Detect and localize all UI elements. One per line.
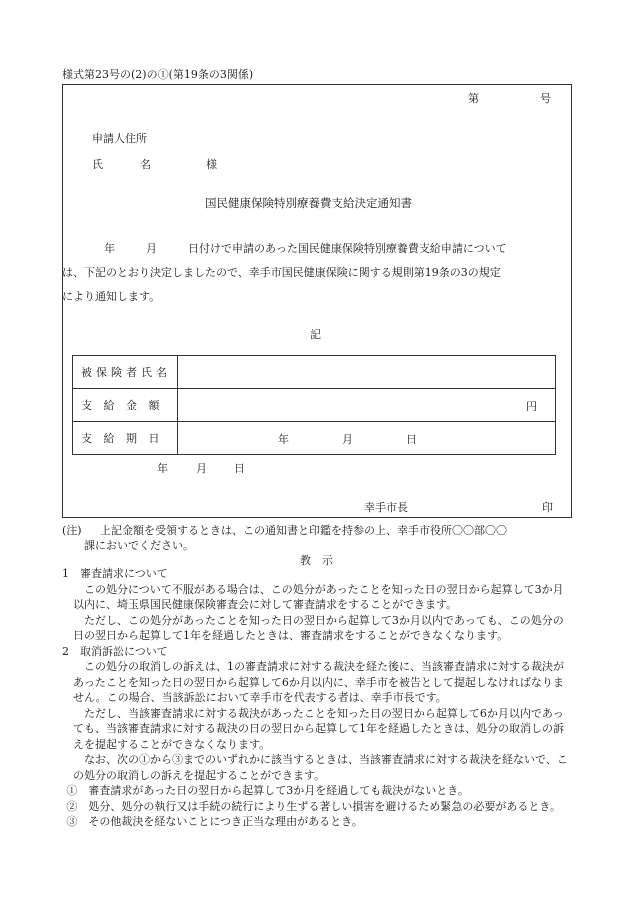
intro-line3: により通知します。: [62, 290, 161, 303]
section2-item-3: ③ その他裁決を経ないことにつき正当な理由があるとき。: [66, 815, 363, 828]
section1-heading: 1 審査請求について: [62, 567, 168, 580]
table-row: [73, 356, 556, 389]
insured-name-value: [178, 356, 556, 389]
intro-line1: 日付けで申請のあった国民健康保険特別療養費支給申請について: [188, 242, 507, 255]
number-dai: 第: [468, 92, 479, 105]
date-year: 年: [278, 433, 289, 446]
section2-heading: 2 取消訴訟について: [62, 644, 168, 658]
table-row: [73, 422, 556, 455]
amount-label: 支 給 金 額: [73, 389, 178, 422]
section2-item-2: ② 処分、処分の執行又は手続の続行により生ずる著しい損害を避けるため緊急の必要があるとき。: [66, 799, 561, 813]
date-day: 日: [406, 433, 417, 446]
amount-value: [178, 389, 556, 422]
section2-item-1: ① 審査請求があった日の翌日から起算して3か月を経過しても裁決がないとき。: [66, 784, 469, 797]
issue-month: 月: [196, 462, 207, 475]
note-line1: 上記金額を受領するときは、この通知書と印鑑を持参の上、幸手市役所〇〇部〇〇: [100, 524, 507, 537]
issuer-seal: 印: [542, 501, 553, 514]
document-title: 国民健康保険特別療養費支給決定通知書: [205, 196, 412, 210]
section2-p2: ただし、当該審査請求に対する裁決があったことを知った日の翌日から起算して6か月以内であっても、当該審査請求に対する裁決の日の翌日から起算して1年を経過したときは、処分の取消しの訴えを提起することができなくなります。: [73, 706, 564, 751]
instruction-title: 教 示: [300, 554, 333, 567]
insured-name-label: 被保険者氏名: [73, 356, 178, 389]
instruction-body: [62, 566, 574, 830]
note-label: (注): [62, 524, 82, 537]
applicant-honorific: 様: [206, 158, 217, 171]
form-label: 様式第23号の(2)の①(第19条の3関係): [62, 68, 254, 81]
note-line2: 課においでください。: [84, 539, 194, 552]
applicant-name-shi: 氏: [92, 158, 103, 171]
section1-p1: この処分について不服がある場合は、この処分があったことを知った日の翌日から起算して3か月以内に、埼玉県国民健康保険審査会に対して審査請求をすることができます。: [73, 582, 564, 611]
record-table: [72, 355, 556, 455]
issuer-mayor: 幸手市長: [364, 501, 408, 514]
applicant-address-label: 申請人住所: [92, 132, 147, 145]
issue-year: 年: [157, 462, 168, 475]
applicant-name-mei: 名: [140, 158, 151, 171]
table-row: [73, 389, 556, 422]
number-go: 号: [540, 92, 551, 105]
intro-line2: は、下記のとおり決定しましたので、幸手市国民健康保険に関する規則第19条の3の規定: [62, 266, 501, 279]
section2-p1: この処分の取消しの訴えは、1の審査請求に対する裁決を経た後に、当該審査請求に対する裁決があったことを知った日の翌日から起算して6か月以内に、幸手市を被告として提起しなければなりません。この場合、当該訴訟において幸手市を代表する者は、幸手市長です。: [73, 660, 564, 704]
date-month: 月: [342, 433, 353, 446]
date-value: [178, 422, 556, 455]
intro-month: 月: [146, 242, 157, 255]
intro-year: 年: [104, 242, 115, 255]
date-label: 支 給 期 日: [73, 422, 178, 455]
amount-unit: 円: [526, 400, 537, 413]
ki-mark: 記: [310, 328, 321, 341]
issue-day: 日: [234, 462, 245, 475]
section1-p2: ただし、この処分があったことを知った日の翌日から起算して3か月以内であっても、この処分の日の翌日から起算して1年を経過したときは、審査請求をすることができなくなります。: [73, 613, 564, 642]
section2-p3: なお、次の①から③までのいずれかに該当するときは、当該審査請求に対する裁決を経ないで、この処分の取消しの訴えを提起することができます。: [73, 753, 568, 782]
